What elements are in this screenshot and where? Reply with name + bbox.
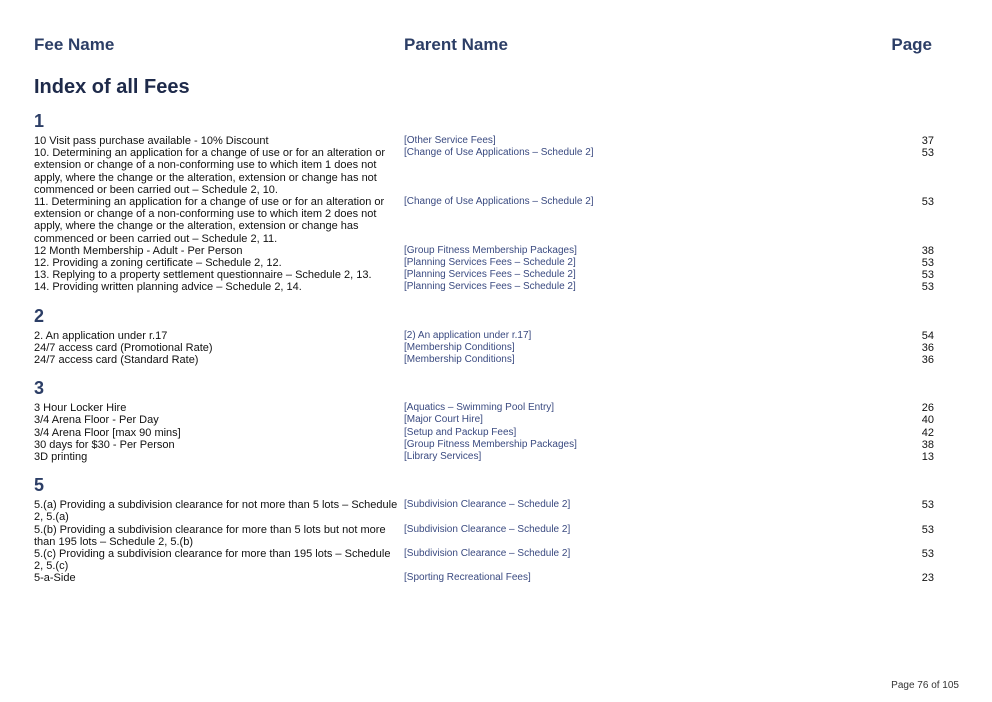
- fee-name: 24/7 access card (Promotional Rate): [34, 341, 213, 354]
- index-section: [34, 475, 934, 584]
- fee-row: [34, 524, 934, 548]
- section-heading: 5: [34, 475, 45, 496]
- page-number: 26: [921, 402, 934, 415]
- fee-name: 14. Providing written planning advice – Schedule 2, 14.: [34, 281, 302, 294]
- index-section: [34, 111, 934, 294]
- page-number: 53: [921, 281, 934, 294]
- fee-name: 30 days for $30 - Per Person: [34, 438, 175, 451]
- fee-name: 12 Month Membership - Adult - Per Person: [34, 244, 243, 257]
- fee-name: 5.(c) Providing a subdivision clearance for more than 195 lots – Schedule 2, 5.(c): [34, 548, 391, 573]
- page-number: 53: [921, 523, 934, 536]
- parent-name-link[interactable]: [Change of Use Applications – Schedule 2]: [404, 196, 594, 208]
- parent-name-link[interactable]: [Setup and Packup Fees]: [404, 426, 517, 438]
- fee-row: [34, 354, 934, 366]
- parent-name-link[interactable]: [Group Fitness Membership Packages]: [404, 244, 577, 256]
- index-section: [34, 378, 934, 463]
- page-number: 53: [921, 196, 934, 209]
- fee-row: [34, 147, 934, 196]
- parent-name-link[interactable]: [Major Court Hire]: [404, 414, 483, 426]
- fee-row: [34, 281, 934, 293]
- page-number: 36: [921, 341, 934, 354]
- index-title: Index of all Fees: [34, 76, 190, 98]
- fee-name: 3D printing: [34, 451, 88, 464]
- page-column-header: Page: [891, 35, 932, 54]
- fee-name: 11. Determining an application for a change of use or for an alteration or extension or change of a non-conforming use to which item 2 does not apply, where the change or the alteration, extension or change has commenced or been carried out – Schedule 2, 11.: [34, 196, 385, 245]
- fee-row: [34, 402, 934, 414]
- fee-name: 13. Replying to a property settlement questionnaire – Schedule 2, 13.: [34, 269, 372, 282]
- parent-name-link[interactable]: [Subdivision Clearance – Schedule 2]: [404, 548, 571, 560]
- parent-name-link[interactable]: [Other Service Fees]: [404, 135, 496, 146]
- page-number: 38: [921, 244, 934, 257]
- fee-row: [34, 499, 934, 523]
- fee-row: [34, 451, 934, 463]
- fee-name-column-header: Fee Name: [34, 35, 115, 54]
- fee-row: [34, 572, 934, 584]
- fee-row: [34, 196, 934, 245]
- page-footer: Page 76 of 105: [891, 680, 959, 691]
- page-number: 54: [921, 329, 934, 342]
- index-section: [34, 306, 934, 367]
- parent-name-link[interactable]: [Planning Services Fees – Schedule 2]: [404, 269, 576, 281]
- page-number: 42: [921, 426, 934, 439]
- fee-row: [34, 269, 934, 281]
- parent-name-link[interactable]: [Group Fitness Membership Packages]: [404, 438, 577, 450]
- parent-name-link[interactable]: [Aquatics – Swimming Pool Entry]: [404, 402, 555, 414]
- page-number: 38: [921, 438, 934, 451]
- page-number: 53: [921, 269, 934, 282]
- parent-name-link[interactable]: [Change of Use Applications – Schedule 2]: [404, 147, 594, 159]
- parent-name-link[interactable]: [Library Services]: [404, 451, 482, 463]
- fee-row: [34, 548, 934, 572]
- fee-row: [34, 342, 934, 354]
- fee-name: 5.(a) Providing a subdivision clearance for not more than 5 lots – Schedule 2, 5.(a): [34, 499, 398, 524]
- parent-name-link[interactable]: [Planning Services Fees – Schedule 2]: [404, 281, 576, 293]
- fee-name: 10. Determining an application for a change of use or for an alteration or extension or change of a non-conforming use to which item 1 does not apply, where the change or the alteration, extension or change has not commenced or been carried out – Schedule 2, 10.: [34, 147, 385, 196]
- page-number: 40: [921, 414, 934, 427]
- fee-name: 3/4 Arena Floor - Per Day: [34, 414, 159, 427]
- section-heading: 2: [34, 305, 45, 326]
- page-number: 53: [921, 499, 934, 512]
- page-number: 13: [921, 451, 934, 464]
- fee-row: [34, 257, 934, 269]
- parent-name-link[interactable]: [Sporting Recreational Fees]: [404, 572, 531, 584]
- parent-name-link[interactable]: [Subdivision Clearance – Schedule 2]: [404, 523, 571, 535]
- fee-row: [34, 427, 934, 439]
- fee-name: 10 Visit pass purchase available - 10% Discount: [34, 135, 269, 147]
- fee-row: [34, 330, 934, 342]
- page-number: 23: [921, 572, 934, 585]
- parent-name-link[interactable]: [Planning Services Fees – Schedule 2]: [404, 257, 576, 269]
- fee-row: [34, 439, 934, 451]
- page-number: 37: [921, 135, 934, 147]
- fee-row: [34, 245, 934, 257]
- fee-name: 2. An application under r.17: [34, 329, 168, 342]
- fee-name: 24/7 access card (Standard Rate): [34, 354, 199, 367]
- parent-name-link[interactable]: [Membership Conditions]: [404, 354, 515, 366]
- fee-row: [34, 135, 934, 147]
- fee-name: 12. Providing a zoning certificate – Schedule 2, 12.: [34, 257, 282, 270]
- section-heading: 3: [34, 378, 45, 399]
- parent-name-link[interactable]: [Membership Conditions]: [404, 341, 515, 353]
- page-number: 36: [921, 354, 934, 367]
- page-number: 53: [921, 147, 934, 160]
- page-number: 53: [921, 548, 934, 561]
- fee-name: 5.(b) Providing a subdivision clearance for more than 5 lots but not more than 195 lots – Schedule 2, 5.(b): [34, 523, 386, 548]
- section-heading: 1: [34, 111, 45, 131]
- fee-index-sections: [34, 111, 934, 597]
- fee-name: 3 Hour Locker Hire: [34, 402, 127, 415]
- fee-row: [34, 414, 934, 426]
- parent-name-link[interactable]: [Subdivision Clearance – Schedule 2]: [404, 499, 571, 511]
- fee-name: 5-a-Side: [34, 572, 76, 585]
- page-number: 53: [921, 257, 934, 270]
- parent-name-column-header: Parent Name: [404, 35, 508, 54]
- parent-name-link[interactable]: [2) An application under r.17]: [404, 329, 532, 341]
- fee-name: 3/4 Arena Floor [max 90 mins]: [34, 426, 181, 439]
